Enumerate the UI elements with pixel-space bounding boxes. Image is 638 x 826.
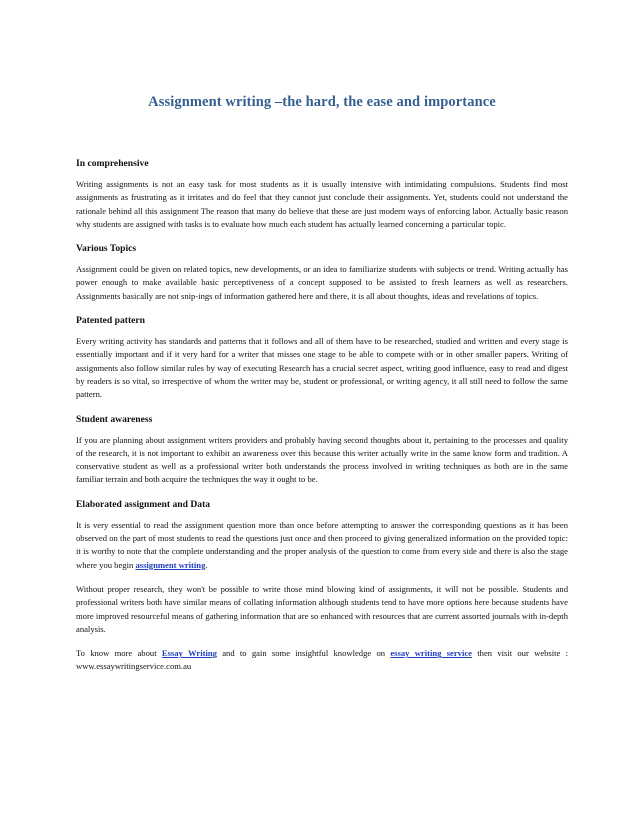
essay-writing-link[interactable]: Essay Writing — [161, 648, 217, 659]
section-in-comprehensive — [76, 158, 568, 231]
footer-text: and to gain some insightful knowledge on — [216, 648, 391, 659]
assignment-writing-link[interactable]: assignment writing — [135, 559, 206, 570]
section-body — [76, 519, 568, 572]
footer-text: To know more about — [76, 648, 162, 659]
footer-paragraph — [76, 647, 568, 674]
section-body: Every writing activity has standards and patterns that it follows and all of them have to be researched, studied and written and every stage is essentially important and if it very hard for a writer that misses one stage to be able to compete with or in other smaller papers. Writing of assignments also follow similar rules by way of executing Research has a crucial secret aspect, writing good influence, easy to read and digest by readers is so vital, so irrespective of whom the writer may be, student or professional, or writing agency, it all still need to follow the same pattern. — [76, 336, 568, 400]
footer-text: then visit our website : www.essaywritingservice.com.au — [76, 648, 569, 672]
section-body: Writing assignments is not an easy task for most students as it is usually intensive with intimidating compulsions. Students find most assignments as frustrating as it irritates and do feel that they cannot just conclude their assignments. Yet, students could not understand the rationale behind all this assignment The reason that many do believe that these are just modern ways of enforcing labor. Actually basic reason why students are assigned with tasks is to evaluate how much each student has actually learned concerning a particular topic. — [76, 179, 568, 229]
body-text: . — [205, 559, 208, 570]
section-heading: Student awareness — [76, 413, 153, 425]
section-heading: Various Topics — [76, 243, 137, 255]
section-patented-pattern — [76, 315, 568, 401]
section-student-awareness — [76, 414, 568, 487]
essay-writing-service-link[interactable]: essay writing service — [390, 648, 472, 659]
section-body: If you are planning about assignment writers providers and probably having second thoughts about it, pertaining to the processes and quality of the research, it is not important to exhibit an awareness over this because this writer actually write in the same know form and tradition. A conservative student as well as a professional writer both understands the process involved in writing techniques as both are in the same familiar terrain and both acquire the techniques the way it ought to be. — [76, 434, 568, 485]
body-text: It is very essential to read the assignment question more than once before attempting to answer the corresponding questions as it has been observed on the part of most students to read the questions just once and then proceed to giving generalized information on the provided topic: it is worthy to note that the complete understanding and the proper analysis of the question to come from every side and there is also the stage where you begin — [76, 519, 568, 570]
section-elaborated-assignment — [76, 499, 568, 636]
section-body-2: Without proper research, they won't be possible to write those mind blowing kind of assignments, it will not be possible. Students and professional writers both have similar means of collating information although students tend to have more options here because students have more improved resourceful means of gathering information that are so enhanced with resources that are current assorted journals with in-depth analysis. — [76, 583, 568, 634]
section-various-topics — [76, 243, 568, 303]
document-title: Assignment writing –the hard, the ease and importance — [148, 94, 496, 110]
section-heading: Patented pattern — [76, 315, 146, 327]
section-body: Assignment could be given on related topics, new developments, or an idea to familiarize students with subjects or trend. Writing actually has power enough to make available basic perceptiveness of a concept supposed to be assisted to fresh learners as well as researchers. Assignments basically are not snip-ings of information gathered here and there, it is all about thoughts, ideas and revelations of topics. — [76, 264, 568, 301]
section-heading: Elaborated assignment and Data — [76, 498, 211, 510]
section-heading: In comprehensive — [76, 158, 149, 169]
